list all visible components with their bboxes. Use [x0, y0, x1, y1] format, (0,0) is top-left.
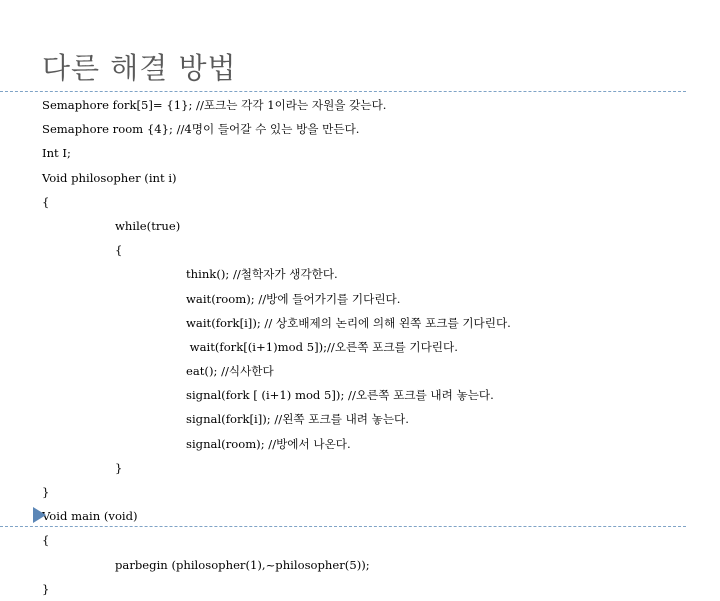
- code-line: Int I;: [42, 146, 71, 161]
- code-line: signal(fork [ (i+1) mod 5]); //오른쪽 포크를 내려 놓는다.: [186, 388, 494, 403]
- code-line: {: [42, 194, 50, 209]
- code-line: think(); //철학자가 생각한다.: [186, 267, 338, 282]
- code-line: Semaphore room {4}; //4명이 들어갈 수 있는 방을 만든다.: [42, 122, 360, 137]
- code-line: Void main (void): [42, 509, 138, 524]
- code-line: }: [42, 581, 50, 596]
- code-block: [42, 93, 682, 601]
- code-line: Void philosopher (int i): [42, 170, 177, 185]
- code-line: signal(fork[i]); //왼쪽 포크를 내려 놓는다.: [186, 412, 409, 427]
- slide-title: 다른 해결 방법: [42, 51, 237, 85]
- footer-divider: [0, 526, 686, 527]
- code-line: {: [115, 243, 123, 258]
- code-line: }: [42, 485, 50, 499]
- code-line: wait(fork[i]); // 상호배제의 논리에 의해 왼쪽 포크를 기다린다.: [186, 315, 511, 330]
- title-divider: [0, 91, 686, 92]
- code-line: while(true): [115, 218, 181, 233]
- code-line: eat(); //식사한다: [186, 364, 274, 379]
- code-line: wait(room); //방에 들어가기를 기다린다.: [186, 291, 401, 306]
- triangle-right-icon[interactable]: [33, 507, 46, 523]
- code-line: wait(fork[(i+1)mod 5]);//오른쪽 포크를 기다린다.: [186, 339, 458, 354]
- code-line: parbegin (philosopher(1),~philosopher(5));: [115, 557, 370, 572]
- code-line: Semaphore fork[5]= {1}; //포크는 각각 1이라는 자원을 갖는다.: [42, 98, 387, 112]
- code-line: signal(room); //방에서 나온다.: [186, 436, 351, 451]
- code-line: {: [42, 533, 50, 548]
- code-line: }: [115, 460, 123, 475]
